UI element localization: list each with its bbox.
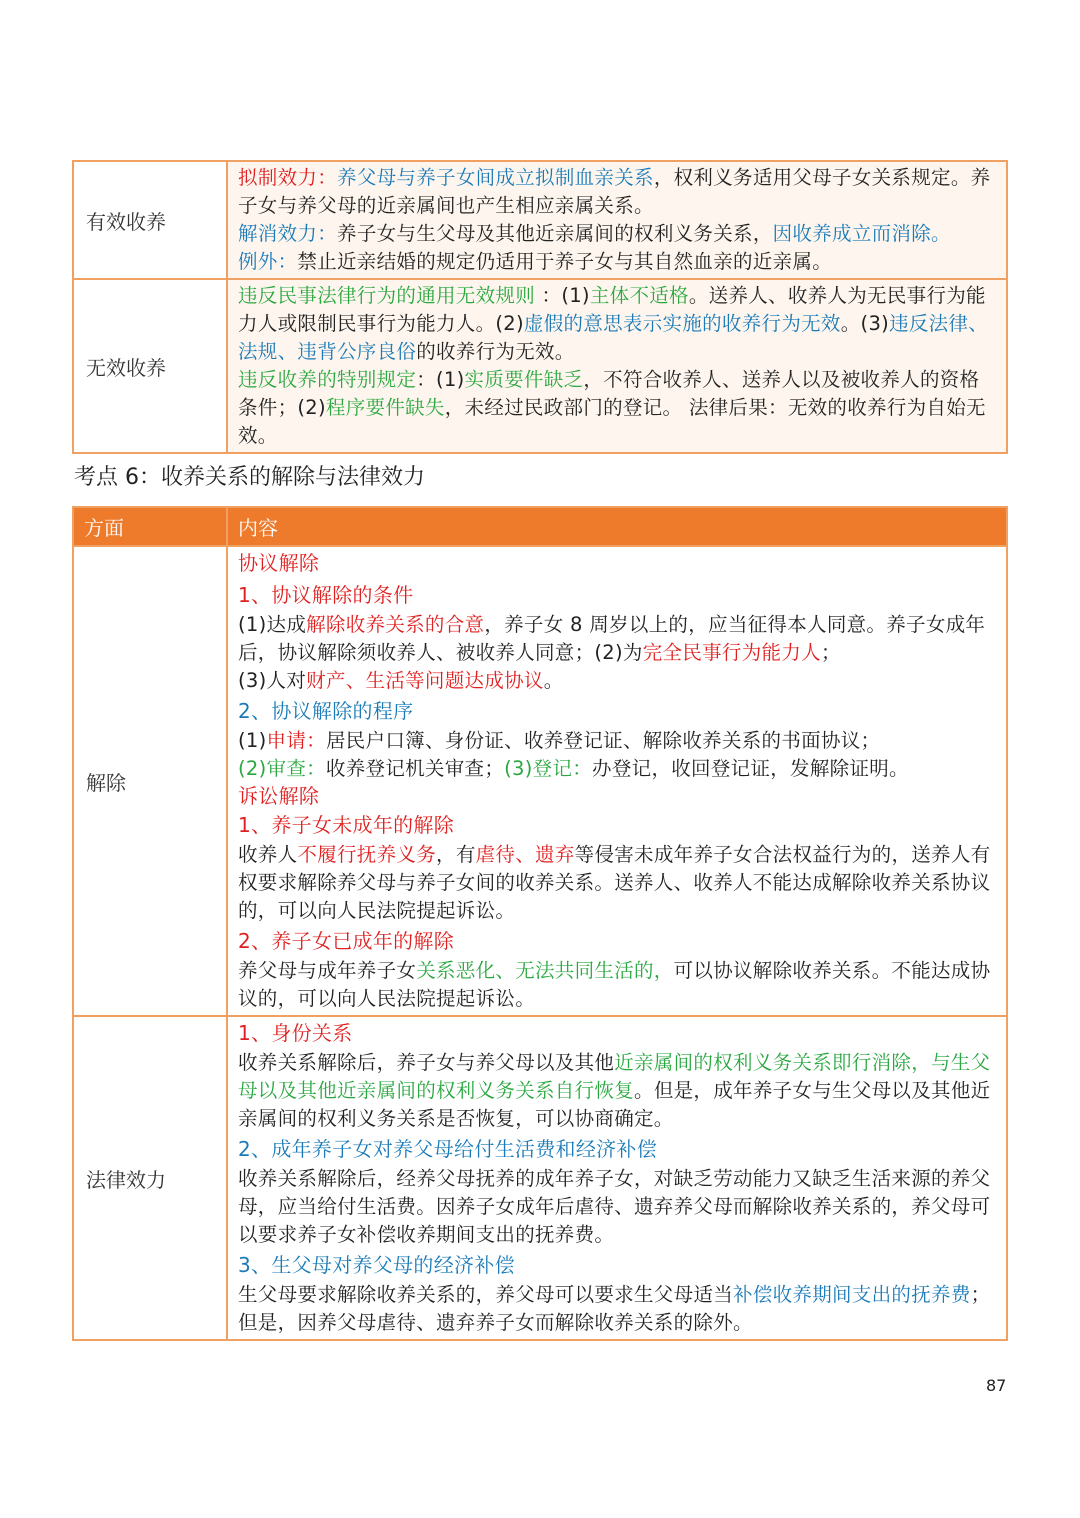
subheading: 2、成年养子女对养父母给付生活费和经济补偿 — [238, 1137, 658, 1161]
subheading: 2、养子女已成年的解除 — [238, 929, 455, 953]
subheading: 3、生父母对养父母的经济补偿 — [238, 1253, 515, 1277]
subheading: 2、协议解除的程序 — [238, 699, 414, 723]
content-cell: 违反民事法律行为的通用无效规则 ：(1)主体不适格。送养人、收养人为无民事行为能力人或限制民事行为能力人。(2)虚假的意思表示实施的收养行为无效。(3)违反法律、法规、违背公序良俗的收养行为无效。 违反收养的特别规定：(1)实质要件缺乏，不符合收养人、送养人以及被收养人的资格条件；(2)程序要件缺失，未经过民政部门的登记。 法律后果：无效的收养行为自始无效。 — [227, 279, 1007, 453]
table-row — [73, 161, 1007, 279]
subheading: 1、养子女未成年的解除 — [238, 813, 455, 837]
content-cell: 拟制效力：养父母与养子女间成立拟制血亲关系，权利义务适用父母子女关系规定。养子女与养父母的近亲属间也产生相应亲属关系。 解消效力：养子女与生父母及其他近亲属间的权利义务关系，因收养成立而消除。 例外：禁止近亲结婚的规定仍适用于养子女与其自然血亲的近亲属。 — [227, 161, 1007, 279]
adoption-validity-table — [72, 160, 1008, 454]
table-row — [73, 1016, 1007, 1340]
subheading: 1、身份关系 — [238, 1021, 353, 1045]
page-number: 87 — [986, 1376, 1007, 1395]
content-cell: 1、身份关系 收养关系解除后，养子女与养父母以及其他近亲属间的权利义务关系即行消除，与生父母以及其他近亲属间的权利义务关系自行恢复。但是，成年养子女与生父母以及其他近亲属间的权利义务关系是否恢复，可以协商确定。 2、成年养子女对养父母给付生活费和经济补偿 收养关系解除后，经养父母抚养的成年养子女，对缺乏劳动能力又缺乏生活来源的养父母，应当给付生活费。因养子女成年后虐待、遗弃养父母而解除收养关系的，养父母可以要求养子女补偿收养期间支出的抚养费。 3、生父母对养父母的经济补偿 生父母要求解除收养关系的，养父母可以要求生父母适当补偿收养期间支出的抚养费；但是，因养父母虐待、遗弃养子女而解除收养关系的除外。 — [227, 1016, 1007, 1340]
subheading: 1、协议解除的条件 — [238, 583, 414, 607]
header-content: 内容 — [227, 507, 1007, 546]
aspect-cell: 解除 — [73, 546, 227, 1016]
content-cell: 协议解除 1、协议解除的条件 (1)达成解除收养关系的合意，养子女 8 周岁以上的，应当征得本人同意。养子女成年后，协议解除须收养人、被收养人同意；(2)为完全民事行为能力人； (3)人对财产、生活等问题达成协议。 2、协议解除的程序 (1)申请：居民户口簿、身份证、收养登记证、解除收养关系的书面协议； (2)审查：收养登记机关审查；(3)登记：办登记，收回登记证，发解除证明。 诉讼解除 1、养子女未成年的解除 收养人不履行抚养义务，有虐待、遗弃等侵害未成年养子女合法权益行为的，送养人有权要求解除养父母与养子女间的收养关系。送养人、收养人不能达成解除收养关系协议的，可以向人民法院提起诉讼。 2、养子女已成年的解除 养父母与成年养子女关系恶化、无法共同生活的，可以协议解除收养关系。不能达成协议的，可以向人民法院提起诉讼。 — [227, 546, 1007, 1016]
section-title: 考点 6：收养关系的解除与法律效力 — [74, 465, 425, 490]
table-header-row — [73, 507, 1007, 546]
adoption-dissolution-table — [72, 506, 1008, 1341]
aspect-cell: 无效收养 — [73, 279, 227, 453]
table-row — [73, 279, 1007, 453]
subheading: 协议解除 — [238, 551, 320, 575]
aspect-cell: 有效收养 — [73, 161, 227, 279]
aspect-cell: 法律效力 — [73, 1016, 227, 1340]
header-aspect: 方面 — [73, 507, 227, 546]
table-row — [73, 546, 1007, 1016]
subheading: 诉讼解除 — [238, 784, 320, 808]
